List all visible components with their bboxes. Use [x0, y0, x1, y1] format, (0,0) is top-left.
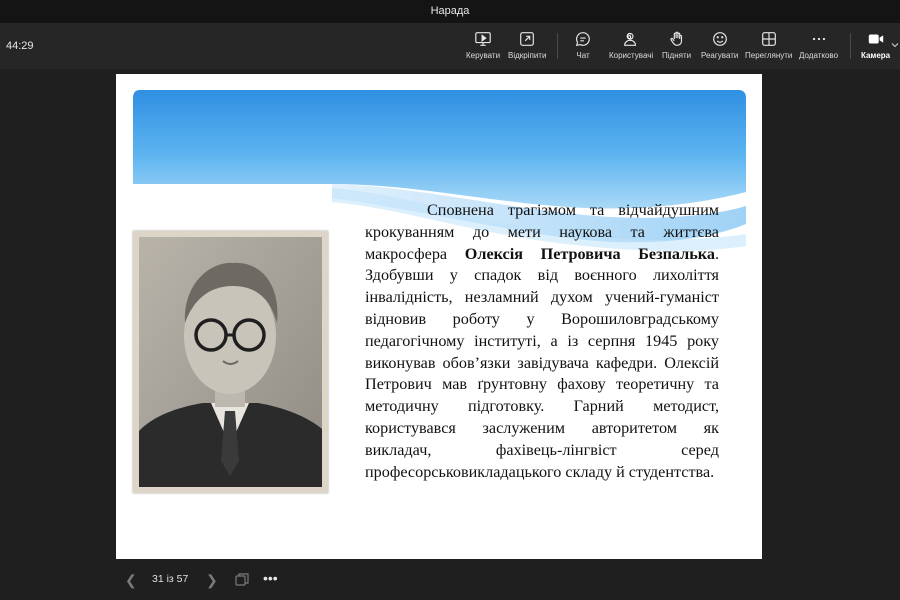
video-camera-icon	[867, 30, 885, 48]
screen-share-icon	[474, 30, 492, 48]
window-title: Нарада	[430, 5, 470, 17]
react-label: Реагувати	[701, 51, 739, 60]
slide-thumbnails-icon[interactable]	[234, 572, 250, 588]
presentation-stage	[0, 69, 900, 564]
view-label: Переглянути	[745, 51, 793, 60]
control-button[interactable]	[466, 27, 500, 65]
camera-button[interactable]	[861, 27, 890, 65]
meeting-toolbar	[0, 23, 900, 69]
window-title-bar	[0, 0, 900, 23]
slide-text-prefix: Сповнена трагізмом та відчайдушним крокуванням до мети наукова та життєва макросфера	[365, 201, 719, 263]
slide-text-suffix: . Здобувши у спадок від воєнного лихоліття інвалідність, незламний духом учений-гуманіст відновив роботу у Ворошиловградському педагогічному інституті, а із серпня 1945 року виконував обов’язки завідувача кафедри. Олексій Петрович мав ґрунтовну фахову теоретичну та методичну підготовку. Гарний методист, користувався заслуженим авторитетом як викладач, фахівець-лінгвіст серед професорськовикладацького складу й студентства.	[365, 244, 720, 481]
grid-view-icon	[760, 30, 778, 48]
control-label: Керувати	[466, 51, 501, 60]
unpin-button[interactable]	[508, 27, 546, 65]
chat-bubble-icon	[574, 30, 592, 48]
toolbar-divider	[850, 33, 851, 59]
unpin-icon	[518, 30, 536, 48]
chat-label: Чат	[576, 51, 590, 60]
raise-label: Підняти	[662, 51, 692, 60]
more-button[interactable]	[799, 27, 838, 65]
react-button[interactable]	[701, 27, 738, 65]
users-button[interactable]	[609, 27, 653, 65]
view-button[interactable]	[745, 27, 792, 65]
presentation-slide	[116, 74, 762, 559]
hand-icon	[668, 30, 686, 48]
slide-body-text	[365, 200, 719, 483]
users-count: 6	[627, 32, 632, 41]
pager-more-icon[interactable]: •••	[263, 570, 278, 586]
chevron-down-icon[interactable]	[891, 41, 899, 49]
slide-pager	[0, 564, 900, 600]
person-name: Олексія Петровича Безпалька	[464, 244, 715, 263]
previous-slide-button[interactable]: ❮	[125, 572, 137, 588]
meeting-timer: 44:29	[6, 40, 34, 52]
portrait-photo	[133, 231, 328, 493]
unpin-label: Відкріпити	[508, 51, 547, 60]
users-label: Користувачі	[609, 51, 654, 60]
chat-button[interactable]	[574, 27, 592, 65]
raise-hand-button[interactable]	[662, 27, 691, 65]
more-label: Додатково	[799, 51, 839, 60]
next-slide-button[interactable]: ❯	[206, 572, 218, 588]
portrait-image	[133, 231, 328, 493]
page-indicator: 31 із 57	[152, 573, 189, 585]
camera-label: Камера	[861, 51, 891, 60]
smiley-icon	[711, 30, 729, 48]
toolbar-divider	[557, 33, 558, 59]
ellipsis-icon	[810, 30, 828, 48]
